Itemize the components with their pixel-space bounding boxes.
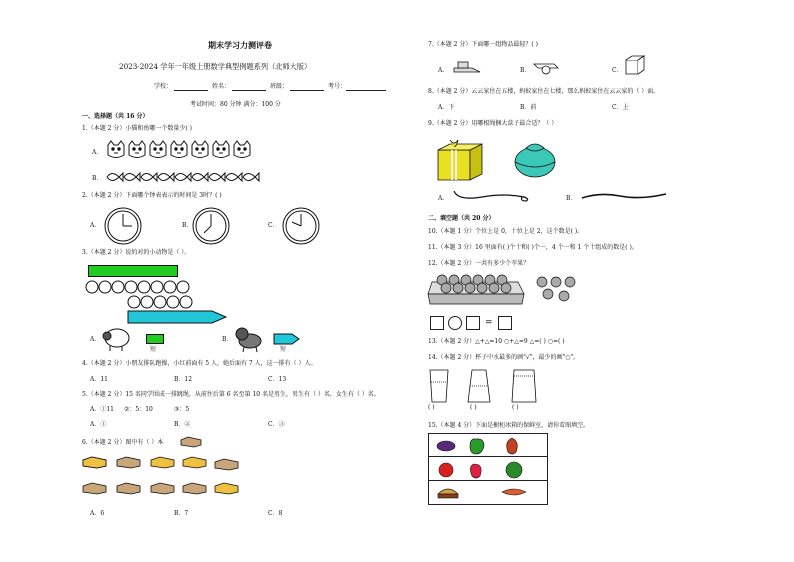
q15-text: 15.（本题 4 分）下面是橱柜冰箱的保鲜室，请你看图填空。 [428,422,590,429]
field-class-line[interactable] [290,90,324,91]
green-bar [88,265,178,277]
q14-blank-1[interactable]: ( ) [428,404,435,411]
answer-box-1[interactable] [430,316,444,330]
q4-text: 4.（本题 2 分）小朋友排队跑操，小红前面有 5 人，她后面有 7 人，这一排有（ ）人。 [82,360,317,367]
q9-option-b[interactable]: B． [566,195,577,202]
q7-option-a[interactable]: A． [438,67,449,74]
q14-blank-3[interactable]: ( ) [512,404,519,411]
cyan-pencil-bar [128,310,228,324]
q2-option-c[interactable]: C． [268,222,279,229]
tape-icon [532,58,562,74]
q5-option-b[interactable]: ②：5：10 [124,406,153,413]
q4-option-b[interactable]: B．12 [174,376,193,383]
q2-option-a[interactable]: A． [90,222,101,229]
circle-row-bottom [128,295,188,309]
q4-option-c[interactable]: C．13 [268,376,287,383]
answer-box-3[interactable] [498,316,512,330]
long-rope-icon [580,190,670,202]
fish-icon-row [106,170,266,184]
q8-option-b[interactable]: B．前 [520,104,537,111]
exam-title: 期末学习力测评卷 [208,40,272,50]
operator-circle[interactable] [448,316,462,330]
time-score: 考试时间：80 分钟 满分：100 分 [190,101,281,108]
short-rope-icon [452,187,532,203]
q12-text: 12.（本题 2 分）一共有多少个苹果？ [428,260,530,267]
equals-sign: = [485,318,493,328]
answer-box-2[interactable] [466,316,480,330]
field-exam-no-line[interactable] [346,90,386,91]
q13-text: 13.（本题 2 分）△+△=10 ○+△=9 △=( ) ○=( ) [428,338,565,345]
q4-option-a[interactable]: A．11 [90,376,108,383]
q3-a-label: 短 [150,346,157,353]
short-cyan-bar [274,333,300,345]
field-school: 学校： [154,83,173,90]
section-choice: 一、选择题（共 16 分） [82,113,149,120]
q6-option-b[interactable]: B．7 [174,510,189,517]
q5-text: 5.（本题 2 分）15 名同学围成一排跳绳，从前往后第 6 名至第 10 名是男生，男生有（ ）名，女生有（ ）名。 [82,391,380,398]
stapler-icon [452,58,482,74]
dog-icon [234,325,264,353]
q7-option-c[interactable]: C． [612,67,623,74]
q3-text: 3.（本题 2 分）说的对的小动物是（ ）。 [82,249,191,256]
q2-text: 2.（本题 2 分）下面哪个钟表表示的时间是 3时？( ) [82,192,222,199]
q1-text: 1.（本题 2 分）小猫和鱼哪一个数量少( ) [82,125,192,132]
q5-row2-b[interactable]: B．② [174,421,191,428]
q9-text: 9.（本题 2 分）用哪根绳捆大盒子最合适？（ ） [428,120,558,127]
field-exam-no: 考号： [328,83,347,90]
q5-option-a[interactable]: A．①11 [90,406,114,413]
q3-option-b[interactable]: B． [222,336,233,343]
box-icon [624,54,648,76]
q1-option-b[interactable]: B． [92,175,103,182]
apple-crate-icon [428,272,528,306]
q7-text: 7.（本题 2 分）下面哪一组物品最轻？( ) [428,41,538,48]
field-name-line[interactable] [232,90,266,91]
field-school-line[interactable] [174,90,208,91]
cat-icon-row [106,141,256,161]
q8-option-c[interactable]: C．上 [612,104,629,111]
q5-row2-c[interactable]: C．③ [268,421,285,428]
q11-text: 11.（本题 3 分）16 里面有( )个十和( )个一，4 个一和 1 个十组成的数是( )。 [428,244,638,251]
q2-option-b[interactable]: B． [182,222,193,229]
q3-option-a[interactable]: A． [90,336,101,343]
q3-b-label: 短 [280,346,287,353]
bundle-icon [512,138,558,180]
short-green-bar [146,334,164,344]
q1-option-a[interactable]: A． [92,149,103,156]
circle-row-top [86,280,196,294]
q14-text: 14.（本题 2 分）杯子中水最多的画"√"，最少的画"○"。 [428,354,580,361]
q6-text: 6.（本题 2 分）图中有（ ）本 [82,439,164,446]
cups-icon-row [428,366,558,406]
q6-option-a[interactable]: A．6 [90,510,105,517]
q5-option-c[interactable]: ③：5 [174,406,190,413]
q10-text: 10.（本题 1 分）个位上是 0，十位上是 2，这个数是( )。 [428,228,584,235]
sheep-icon [102,326,132,352]
q6-option-c[interactable]: C．8 [268,510,283,517]
section-fill: 二、填空题（共 20 分） [428,215,495,222]
q8-text: 8.（本题 2 分）云云家住在五楼，蚂蚁家住在七楼，那么蚂蚁家住在云云家的（ ）面。 [428,88,660,95]
q7-option-b[interactable]: B． [520,67,531,74]
q8-option-a[interactable]: A．下 [438,104,455,111]
field-name: 姓名： [212,83,231,90]
book-grid [82,456,292,506]
exam-subtitle: 2023-2024 学年一年级上册数学典型例题系列（北师大版） [119,62,312,71]
field-class: 班级： [270,83,289,90]
loose-apples-icon [534,274,584,308]
book-icon [180,436,202,448]
q5-row2-a[interactable]: A．① [90,421,107,428]
gift-box-icon [436,138,484,182]
q9-option-a[interactable]: A． [438,195,449,202]
clock-icon-row [104,207,344,247]
fridge-food-icons [436,436,546,504]
q14-blank-2[interactable]: ( ) [470,404,477,411]
